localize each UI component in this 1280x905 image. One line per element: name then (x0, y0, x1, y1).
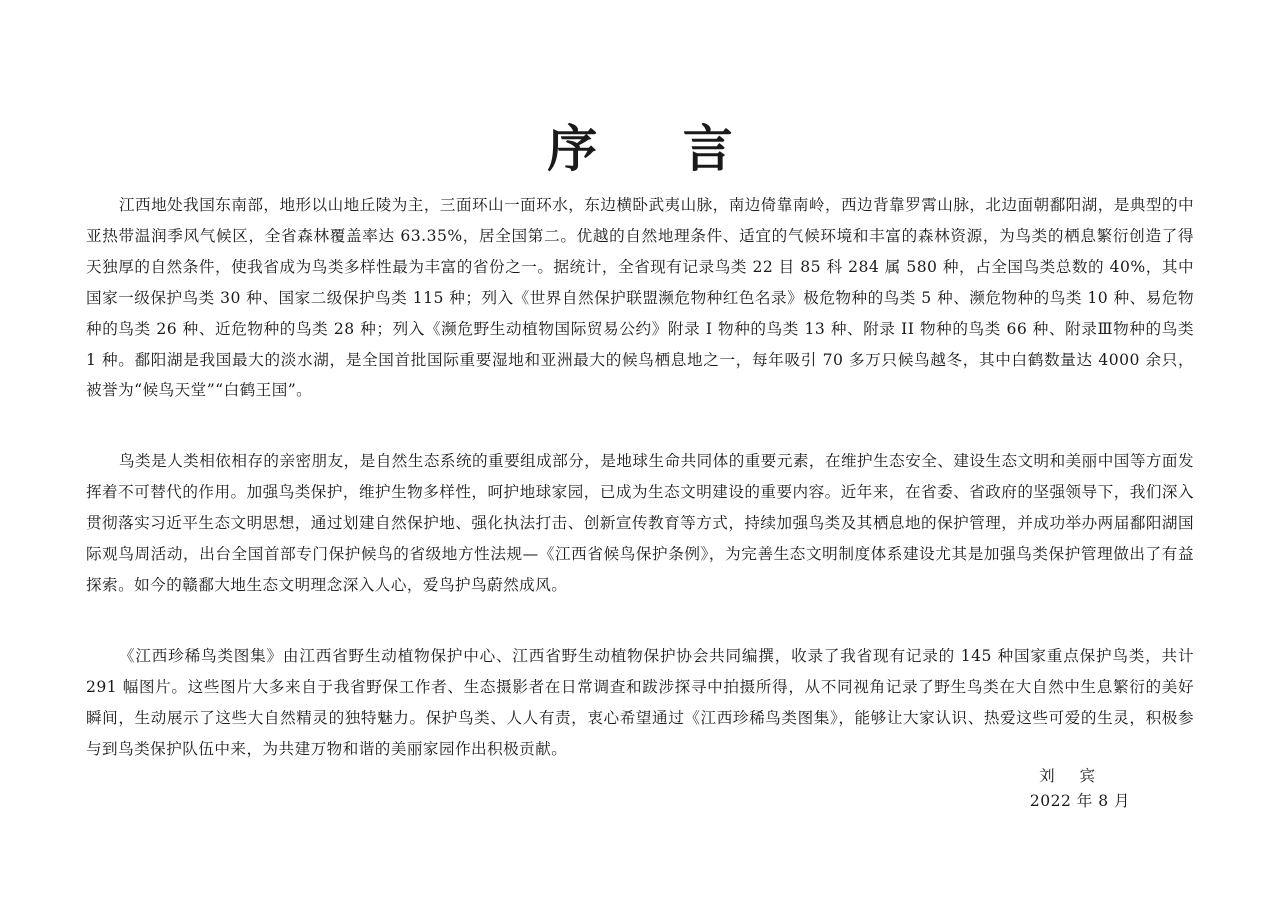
paragraph-3: 《江西珍稀鸟类图集》由江西省野生动植物保护中心、江西省野生动植物保护协会共同编撰，收录了我省现有记录的 145 种国家重点保护鸟类，共计 291 幅图片。这些图片大多来自于我省野保工作者、生态摄影者在日常调查和跋涉探寻中拍摄所得，从不同视角记录了野生鸟类在大自然中生息繁衍的美好瞬间，生动展示了这些大自然精灵的独特魅力。保护鸟类、人人有责，衷心希望通过《江西珍稀鸟类图集》，能够让大家认识、热爱这些可爱的生灵，积极参与到鸟类保护队伍中来，为共建万物和谐的美丽家园作出积极贡献。 (86, 646, 1194, 758)
page-title: 序 言 (547, 119, 767, 178)
paragraph-1: 江西地处我国东南部，地形以山地丘陵为主，三面环山一面环水，东边横卧武夷山脉，南边倚靠南岭，西边背靠罗霄山脉，北边面朝鄱阳湖，是典型的中亚热带温润季风气候区，全省森林覆盖率达 63.35%，居全国第二。优越的自然地理条件、适宜的气候环境和丰富的森林资源，为鸟类的栖息繁衍创造了得天独厚的自然条件，使我省成为鸟类多样性最为丰富的省份之一。据统计，全省现有记录鸟类 22 目 85 科 284 属 580 种，占全国鸟类总数的 40%，其中国家一级保护鸟类 30 种、国家二级保护鸟类 115 种；列入《世界自然保护联盟濒危物种红色名录》极危物种的鸟类 5 种、濒危物种的鸟类 10 种、易危物种的鸟类 26 种、近危物种的鸟类 28 种；列入《濒危野生动植物国际贸易公约》附录 I 物种的鸟类 13 种、附录 II 物种的鸟类 66 种、附录Ⅲ物种的鸟类 1 种。鄱阳湖是我国最大的淡水湖，是全国首批国际重要湿地和亚洲最大的候鸟栖息地之一，每年吸引 70 多万只候鸟越冬，其中白鹤数量达 4000 余只，被誉为“候鸟天堂”“白鹤王国”。 (86, 196, 1194, 400)
signature-block (1030, 764, 1130, 814)
author-name: 刘 宾 (1039, 767, 1105, 785)
paragraph-2: 鸟类是人类相依相存的亲密朋友，是自然生态系统的重要组成部分，是地球生命共同体的重要元素，在维护生态安全、建设生态文明和美丽中国等方面发挥着不可替代的作用。加强鸟类保护，维护生物多样性，呵护地球家园，已成为生态文明建设的重要内容。近年来，在省委、省政府的坚强领导下，我们深入贯彻落实习近平生态文明思想，通过划建自然保护地、强化执法打击、创新宣传教育等方式，持续加强鸟类及其栖息地的保护管理，并成功举办两届鄱阳湖国际观鸟周活动，出台全国首部专门保护候鸟的省级地方性法规—《江西省候鸟保护条例》，为完善生态文明制度体系建设尤其是加强鸟类保护管理做出了有益探索。如今的赣鄱大地生态文明理念深入人心，爱鸟护鸟蔚然成风。 (86, 452, 1194, 594)
preface-body (86, 190, 1194, 805)
signature-date: 2022 年 8 月 (1029, 792, 1130, 810)
